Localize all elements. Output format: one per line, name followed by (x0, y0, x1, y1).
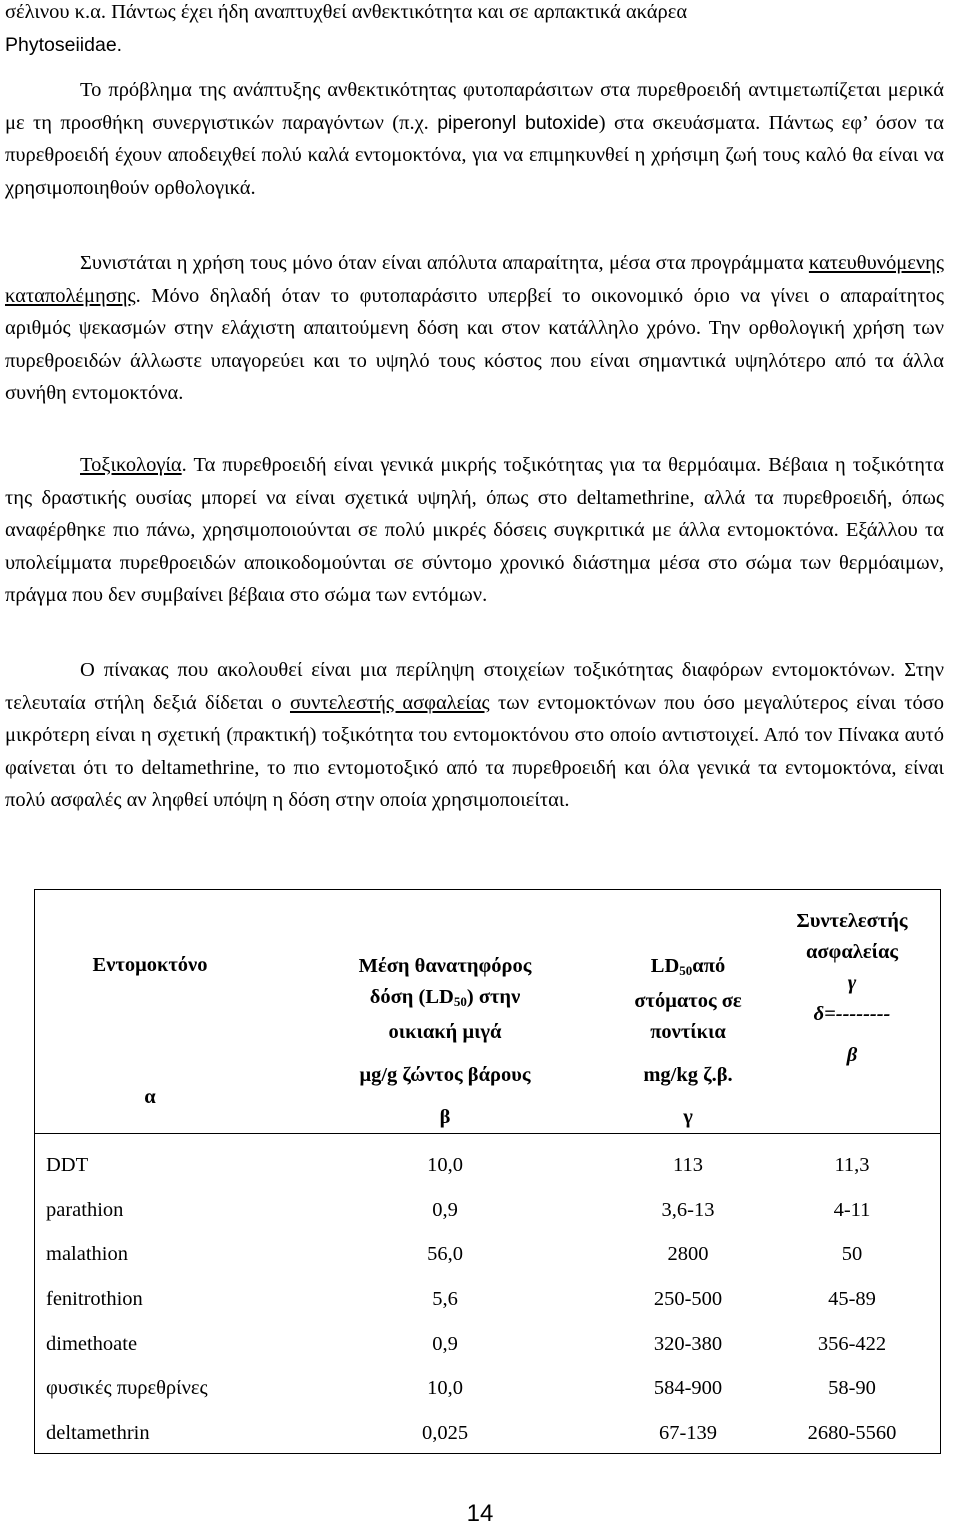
table-cell-safety: 45-89 (828, 1288, 876, 1310)
table-header-divider (35, 1133, 940, 1134)
table-cell-name: φυσικές πυρεθρίνες (46, 1377, 208, 1399)
paragraph-4-text: . Τα πυρεθροειδή είναι γενικά μικρής τοξικότητας για τα θερμόαιμα. Βέβαια η τοξικότητα της δραστικής ουσίας μπορεί να είναι σχετικά υψηλή, όπως στο deltamethrine, αλλά τα πυρεθροειδή, όπως αναφέρθηκε πιο πάνω, χρησιμοποιούνται σε πολύ μικρές δόσεις συγκριτικά με άλλα εντομοκτόνα. Εξάλλου τα υπολείμματα πυρεθροειδών αποικοδομούνται σε σύντομο χρονικό διάστημα μέσα στο σώμα των θερμόαιμων, πράγμα που δεν συμβαίνει βέβαια στο σώμα των εντόμων. (5, 454, 944, 606)
paragraph-5-text-b: των εντομοκτόνων που όσο μεγαλύτερος είναι τόσο μικρότερη είναι η σχετική (πρακτική) τοξικότητα του εντομοκτόνου στο οποίο αντιστοιχεί. Από τον Πίνακα αυτό φαίνεται ότι το deltamethrine, το πιο εντομοτοξικό από τα πυρεθροειδή και όλα γενικά τα εντομοκτόνα, είναι πολύ ασφαλές αν ληφθεί υπόψη η δόση στην οποία χρησιμοποιείται. (5, 691, 944, 811)
paragraph-5-text-a: Ο πίνακας που ακολουθεί είναι μια περίληψη στοιχείων τοξικότητας διαφόρων εντομοκτόνων. Στην τελευταία στήλη δεξιά δίδεται ο (5, 659, 944, 714)
table-cell-name: fenitrothion (46, 1288, 143, 1310)
table-cell-safety: 4-11 (833, 1199, 871, 1221)
paragraph-3-text-a: Συνιστάται η χρήση τους μόνο όταν είναι απόλυτα απαραίτητα, μέσα στα προγράμματα (80, 252, 809, 274)
paragraph-2 (5, 74, 944, 204)
page-number: 14 (466, 1500, 494, 1527)
safety-factor-link[interactable]: συντελεστής ασφαλείας (289, 691, 490, 714)
header-rat-ld50-letter: γ (683, 1106, 693, 1128)
table-cell-safety: 11,3 (834, 1154, 870, 1176)
table-cell-mouse-dose: 10,0 (427, 1154, 463, 1176)
paragraph-3 (5, 247, 944, 410)
paragraph-4 (5, 449, 944, 612)
paragraph-1 (5, 0, 944, 61)
table-cell-safety: 356-422 (817, 1333, 887, 1355)
table-cell-name: deltamethrin (46, 1422, 150, 1444)
table-cell-name: dimethoate (46, 1333, 138, 1355)
header-mouse-dose-unit: μg/g ζώντος βάρους (359, 1064, 531, 1086)
table-cell-safety: 2680-5560 (807, 1422, 897, 1444)
table-cell-rat-ld50: 3,6-13 (661, 1199, 715, 1221)
table-cell-mouse-dose: 0,9 (432, 1333, 458, 1355)
table-cell-name: malathion (46, 1243, 128, 1265)
table-cell-mouse-dose: 56,0 (427, 1243, 463, 1265)
toxicology-link[interactable]: Τοξικολογία (80, 454, 182, 476)
paragraph-5 (5, 654, 944, 817)
table-cell-mouse-dose: 10,0 (427, 1377, 463, 1399)
paragraph-2-text-a: Το πρόβλημα της ανάπτυξης ανθεκτικότητας φυτοπαράσιτων στα πυρεθροειδή αντιμετωπίζεται μερικά με τη προσθήκη συνεργιστικών παραγόντων (π.χ. (5, 79, 944, 134)
header-insecticide-letter: α (144, 1086, 156, 1108)
header-safety-factor: Συντελεστής ασφαλείας γ δ=-------- β (796, 910, 908, 1066)
table-cell-mouse-dose: 0,025 (421, 1422, 469, 1444)
header-insecticide: Εντομοκτόνο (92, 954, 208, 976)
phytoseiidae-term: Phytoseiidae. (5, 33, 123, 56)
paragraph-3-text-b: . Μόνο δηλαδή όταν το φυτοπαράσιτο υπερβεί το οικονομικό όριο να γίνει ο απαραίτητος αριθμός ψεκασμών στην ελάχιστη απαιτούμενη δόση και στον κατάλληλο χρόνο. Την ορθολογική χρήση των πυρεθροειδών άλλωστε υπαγορεύει και το υψηλό τους κόστος που είναι σημαντικά υψηλότερο από τα άλλα συνήθη εντομοκτόνα. (5, 284, 944, 404)
table-cell-rat-ld50: 250-500 (653, 1288, 723, 1310)
table-cell-rat-ld50: 67-139 (658, 1422, 718, 1444)
table-cell-safety: 50 (841, 1243, 863, 1265)
toxicity-table (34, 889, 941, 1454)
table-cell-mouse-dose: 5,6 (432, 1288, 458, 1310)
table-cell-rat-ld50: 584-900 (653, 1377, 723, 1399)
table-cell-rat-ld50: 2800 (667, 1243, 709, 1265)
table-cell-name: parathion (46, 1199, 124, 1221)
table-cell-safety: 58-90 (828, 1377, 876, 1399)
paragraph-2-text-b: ) στα σκευάσματα. Πάντως εφ’ όσον τα πυρεθροειδή έχουν αποδειχθεί πολύ καλά εντομοκτόνα, για να επιμηκυνθεί η χρήσιμη ζωή τους καλό θα είναι να χρησιμοποιηθούν ορθολογικά. (5, 111, 945, 199)
piperonyl-butoxide-term: piperonyl butoxide (437, 111, 599, 134)
header-rat-ld50: $LD_{50}\alpha\pi ό$ στόματος σε ποντίκια (634, 955, 742, 1043)
table-cell-rat-ld50: 320-380 (653, 1333, 723, 1355)
paragraph-1-line-1: σέλινου κ.α. Πάντως έχει ήδη αναπτυχθεί ανθεκτικότητα και σε αρπακτικά ακάρεα (5, 1, 688, 23)
header-mouse-dose-letter: β (439, 1106, 451, 1128)
table-cell-rat-ld50: 113 (673, 1154, 703, 1176)
header-mouse-dose: Μέση θανατηφόρος δόση $(LD_{50})$ στην οικιακή μιγά (358, 955, 532, 1043)
table-cell-name: DDT (46, 1154, 89, 1176)
integrated-control-link[interactable]: κατευθυνόμενης καταπολέμησης (5, 252, 944, 307)
table-cell-mouse-dose: 0,9 (432, 1199, 458, 1221)
header-rat-ld50-unit: mg/kg ζ.β. (643, 1064, 733, 1086)
